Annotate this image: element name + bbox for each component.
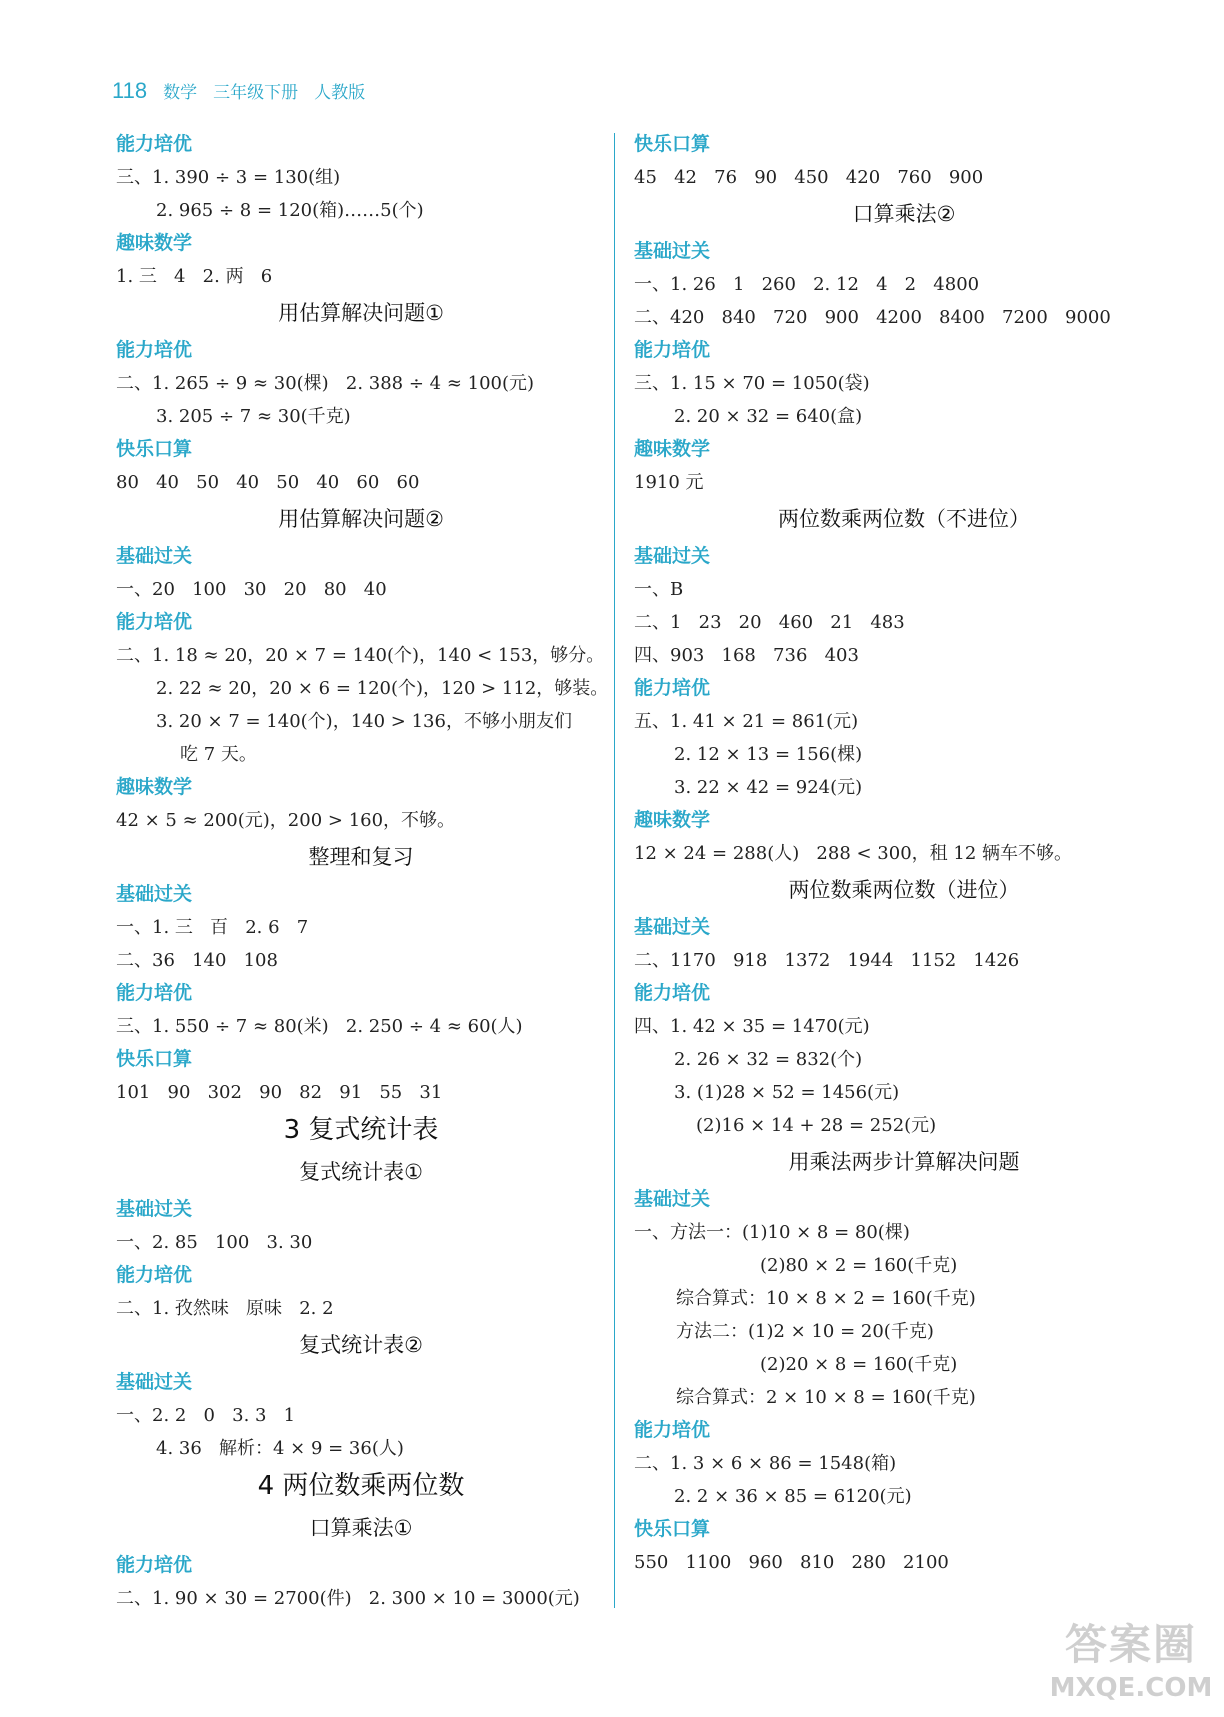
section-label: 基础过关: [116, 1198, 193, 1220]
answer-line: 一、1. 26 1 260 2. 12 4 2 4800: [634, 274, 980, 295]
answer-line: 3. (1)28 × 52 = 1456(元): [674, 1082, 900, 1103]
answer-line: 3. 20 × 7 = 140(个)，140 > 136，不够小朋友们: [156, 711, 572, 732]
right-column: [634, 128, 1174, 1579]
answer-line: 4. 36 解析：4 × 9 = 36(人): [156, 1438, 404, 1459]
lesson-heading: 复式统计表①: [299, 1160, 423, 1184]
unit-heading: 4 两位数乘两位数: [257, 1471, 465, 1501]
answer-line: 2. 22 ≈ 20，20 × 6 = 120(个)，120 > 112，够装。: [156, 678, 609, 699]
answer-line: 二、1170 918 1372 1944 1152 1426: [634, 950, 1020, 971]
answer-line: 二、1. 孜然味 原味 2. 2: [116, 1298, 334, 1319]
answer-line: 综合算式：10 × 8 × 2 = 160(千克): [676, 1288, 976, 1309]
lesson-heading: 用乘法两步计算解决问题: [788, 1150, 1020, 1174]
answer-line: 二、1. 265 ÷ 9 ≈ 30(棵) 2. 388 ÷ 4 ≈ 100(元): [116, 373, 535, 394]
section-label: 能力培优: [116, 611, 193, 633]
answer-line: 二、1. 3 × 6 × 86 = 1548(箱): [634, 1453, 897, 1474]
grade-label: 三年级下册: [213, 83, 299, 103]
answer-line: (2)80 × 2 = 160(千克): [760, 1255, 958, 1276]
answer-line: 1910 元: [634, 472, 704, 493]
section-label: 基础过关: [116, 1371, 193, 1393]
section-label: 快乐口算: [634, 1518, 711, 1540]
lesson-heading: 复式统计表②: [299, 1333, 423, 1357]
answer-line: 1. 三 4 2. 两 6: [116, 266, 273, 287]
answer-line: 一、2. 85 100 3. 30: [116, 1232, 313, 1253]
answer-line: 2. 2 × 36 × 85 = 6120(元): [674, 1486, 912, 1507]
section-label: 能力培优: [634, 339, 711, 361]
section-label: 快乐口算: [634, 133, 711, 155]
lesson-heading: 整理和复习: [308, 845, 414, 869]
answer-line: 45 42 76 90 450 420 760 900: [634, 167, 984, 188]
section-label: 基础过关: [116, 883, 193, 905]
watermark-domain: MXQE.COM: [1049, 1673, 1213, 1703]
watermark-mark: 答案圈: [1064, 1620, 1197, 1669]
answer-line: 101 90 302 90 82 91 55 31: [116, 1082, 443, 1103]
answer-line: 80 40 50 40 50 40 60 60: [116, 472, 420, 493]
answer-line: 2. 965 ÷ 8 = 120(箱)……5(个): [156, 200, 424, 221]
lesson-heading: 用估算解决问题②: [278, 507, 444, 531]
answer-line: 一、B: [634, 579, 684, 600]
section-label: 快乐口算: [116, 438, 193, 460]
answer-line: 一、2. 2 0 3. 3 1: [116, 1405, 296, 1426]
left-column: [116, 128, 609, 1615]
edition-label: 人教版: [314, 83, 366, 103]
lesson-heading: 口算乘法①: [309, 1516, 413, 1540]
lesson-heading: 用估算解决问题①: [278, 301, 444, 325]
unit-heading: 3 复式统计表: [283, 1115, 439, 1145]
answer-line: 四、903 168 736 403: [634, 645, 859, 666]
section-label: 能力培优: [116, 1264, 193, 1286]
section-label: 趣味数学: [634, 809, 711, 831]
section-label: 能力培优: [634, 677, 711, 699]
answer-line: 2. 12 × 13 = 156(棵): [674, 744, 863, 765]
answer-line: 3. 205 ÷ 7 ≈ 30(千克): [156, 406, 351, 427]
answer-line: 2. 26 × 32 = 832(个): [674, 1049, 863, 1070]
answer-line: 2. 20 × 32 = 640(盒): [674, 406, 863, 427]
answer-line: 三、1. 15 × 70 = 1050(袋): [634, 373, 870, 394]
answer-line: 3. 22 × 42 = 924(元): [674, 777, 863, 798]
subject-label: 数学: [163, 83, 198, 103]
answer-line: 综合算式：2 × 10 × 8 = 160(千克): [676, 1387, 976, 1408]
answer-line: 方法二：(1)2 × 10 = 20(千克): [676, 1321, 934, 1342]
section-label: 能力培优: [116, 339, 193, 361]
section-label: 能力培优: [116, 1554, 193, 1576]
answer-line: 三、1. 390 ÷ 3 = 130(组): [116, 167, 341, 188]
section-label: 能力培优: [116, 982, 193, 1004]
answer-line: (2)20 × 8 = 160(千克): [760, 1354, 958, 1375]
answer-line: 550 1100 960 810 280 2100: [634, 1552, 949, 1573]
section-label: 能力培优: [634, 1419, 711, 1441]
answer-line: 二、1. 90 × 30 = 2700(件) 2. 300 × 10 = 3000(元): [116, 1588, 580, 1609]
answer-line: 二、36 140 108: [116, 950, 278, 971]
watermark-logo: [1042, 1618, 1220, 1714]
page-number: 118: [112, 78, 148, 103]
answer-line: 二、1 23 20 460 21 483: [634, 612, 905, 633]
answer-line: 12 × 24 = 288(人) 288 < 300，租 12 辆车不够。: [634, 843, 1073, 864]
section-label: 基础过关: [634, 916, 711, 938]
section-label: 快乐口算: [116, 1048, 193, 1070]
answer-line: (2)16 × 14 + 28 = 252(元): [696, 1115, 937, 1136]
lesson-heading: 两位数乘两位数（进位）: [788, 878, 1020, 902]
answer-line: 吃 7 天。: [180, 744, 257, 765]
section-label: 能力培优: [634, 982, 711, 1004]
section-label: 能力培优: [116, 133, 193, 155]
answer-line: 一、20 100 30 20 80 40: [116, 579, 387, 600]
column-divider: [614, 133, 615, 1608]
answer-line: 二、1. 18 ≈ 20，20 × 7 = 140(个)，140 < 153，够分。: [116, 645, 605, 666]
section-label: 基础过关: [634, 240, 711, 262]
answer-line: 三、1. 550 ÷ 7 ≈ 80(米) 2. 250 ÷ 4 ≈ 60(人): [116, 1016, 523, 1037]
section-label: 基础过关: [116, 545, 193, 567]
answer-line: 五、1. 41 × 21 = 861(元): [634, 711, 859, 732]
answer-line: 四、1. 42 × 35 = 1470(元): [634, 1016, 870, 1037]
section-label: 趣味数学: [116, 776, 193, 798]
section-label: 基础过关: [634, 545, 711, 567]
section-label: 趣味数学: [634, 438, 711, 460]
section-label: 趣味数学: [116, 232, 193, 254]
answer-line: 一、方法一：(1)10 × 8 = 80(棵): [634, 1222, 910, 1243]
lesson-heading: 两位数乘两位数（不进位）: [778, 507, 1030, 531]
lesson-heading: 口算乘法②: [852, 202, 956, 226]
page-header: [112, 78, 365, 110]
section-label: 基础过关: [634, 1188, 711, 1210]
answer-line: 二、420 840 720 900 4200 8400 7200 9000: [634, 307, 1111, 328]
answer-line: 一、1. 三 百 2. 6 7: [116, 917, 309, 938]
answer-line: 42 × 5 ≈ 200(元)，200 > 160，不够。: [116, 810, 456, 831]
